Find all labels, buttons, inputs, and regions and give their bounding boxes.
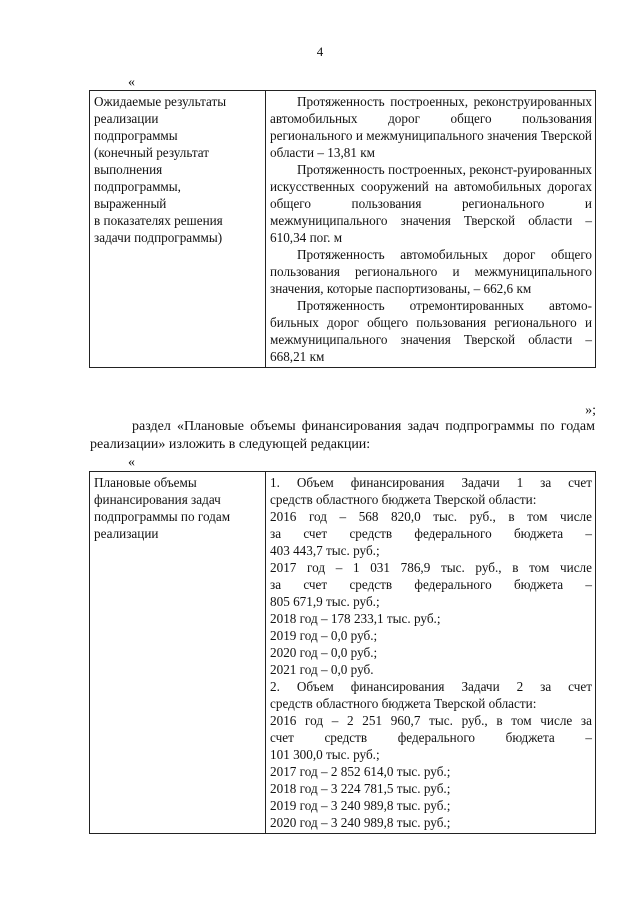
- financing-line: 2020 год – 3 240 989,8 тыс. руб.;: [270, 815, 451, 830]
- financing-line: счет средств федерального бюджета –: [270, 730, 592, 745]
- label-line: (конечный результат: [94, 145, 210, 160]
- financing-line: 2021 год – 0,0 руб.: [270, 662, 374, 677]
- financing-line: средств областного бюджета Тверской области:: [270, 492, 537, 507]
- label-line: выраженный: [94, 196, 167, 211]
- financing-line: 2016 год – 2 251 960,7 тыс. руб., в том числе за: [270, 713, 592, 728]
- label-line: в показателях решения: [94, 213, 223, 228]
- result-paragraph: Протяженность автомобильных дорог общего пользования регионального и межмуниципального значения, которые паспортизованы, – 662,6 км: [270, 247, 592, 296]
- financing-line: 101 300,0 тыс. руб.;: [270, 747, 380, 762]
- table-content-cell: [266, 472, 596, 834]
- financing-line: 2018 год – 178 233,1 тыс. руб.;: [270, 611, 441, 626]
- page-number: 4: [316, 44, 324, 59]
- financing-line: за счет средств федерального бюджета –: [270, 577, 592, 592]
- table-label-cell: [90, 91, 266, 368]
- label-line: подпрограммы: [94, 128, 178, 143]
- result-paragraph: Протяженность отремонтированных автомо-бильных дорог общего пользования регионального и межмуниципального значения Тверской области – 668,21 км: [270, 298, 592, 364]
- table-content-cell: [266, 91, 596, 368]
- label-line: Плановые объемы: [94, 475, 197, 490]
- table-label-cell: [90, 472, 266, 834]
- label-line: задачи подпрограммы): [94, 230, 223, 245]
- financing-line: средств областного бюджета Тверской области:: [270, 696, 537, 711]
- label-line: реализации: [94, 526, 159, 541]
- label-line: подпрограммы,: [94, 179, 181, 194]
- expected-results-table: [89, 90, 596, 368]
- financing-line: 2019 год – 0,0 руб.;: [270, 628, 378, 643]
- label-line: выполнения: [94, 162, 163, 177]
- label-line: финансирования задач: [94, 492, 221, 507]
- result-paragraph: Протяженность построенных, реконструированных автомобильных дорог общего пользования регионального и межмуниципального значения Тверской области – 13,81 км: [270, 94, 592, 160]
- opening-quote-2: «: [128, 455, 135, 470]
- financing-line: 403 443,7 тыс. руб.;: [270, 543, 380, 558]
- financing-line: 2016 год – 568 820,0 тыс. руб., в том числе: [270, 509, 592, 524]
- financing-line: 2019 год – 3 240 989,8 тыс. руб.;: [270, 798, 451, 813]
- closing-quote: »;: [585, 403, 596, 418]
- financing-line: 2018 год – 3 224 781,5 тыс. руб.;: [270, 781, 451, 796]
- financing-line: 2017 год – 2 852 614,0 тыс. руб.;: [270, 764, 451, 779]
- label-line: реализации: [94, 111, 159, 126]
- label-line: подпрограммы по годам: [94, 509, 231, 524]
- financing-line: 2017 год – 1 031 786,9 тыс. руб., в том числе: [270, 560, 592, 575]
- opening-quote-1: «: [128, 75, 135, 90]
- financing-line: 805 671,9 тыс. руб.;: [270, 594, 380, 609]
- table-row: [90, 472, 596, 834]
- financing-line: 1. Объем финансирования Задачи 1 за счет: [270, 475, 592, 490]
- financing-table: [89, 471, 596, 834]
- result-paragraph: Протяженность построенных, реконст-руированных искусственных сооружений на автомобильных дорогах общего пользования регионального и межмуниципального значения Тверской области – 610,34 пог. м: [270, 162, 592, 245]
- label-line: Ожидаемые результаты: [94, 94, 227, 109]
- financing-line: 2020 год – 0,0 руб.;: [270, 645, 378, 660]
- section-instruction-text: раздел «Плановые объемы финансирования задач подпрограммы по годам реализации» изложить в следующей редакции:: [90, 419, 595, 452]
- financing-line: 2. Объем финансирования Задачи 2 за счет: [270, 679, 592, 694]
- table-row: [90, 91, 596, 368]
- financing-line: за счет средств федерального бюджета –: [270, 526, 592, 541]
